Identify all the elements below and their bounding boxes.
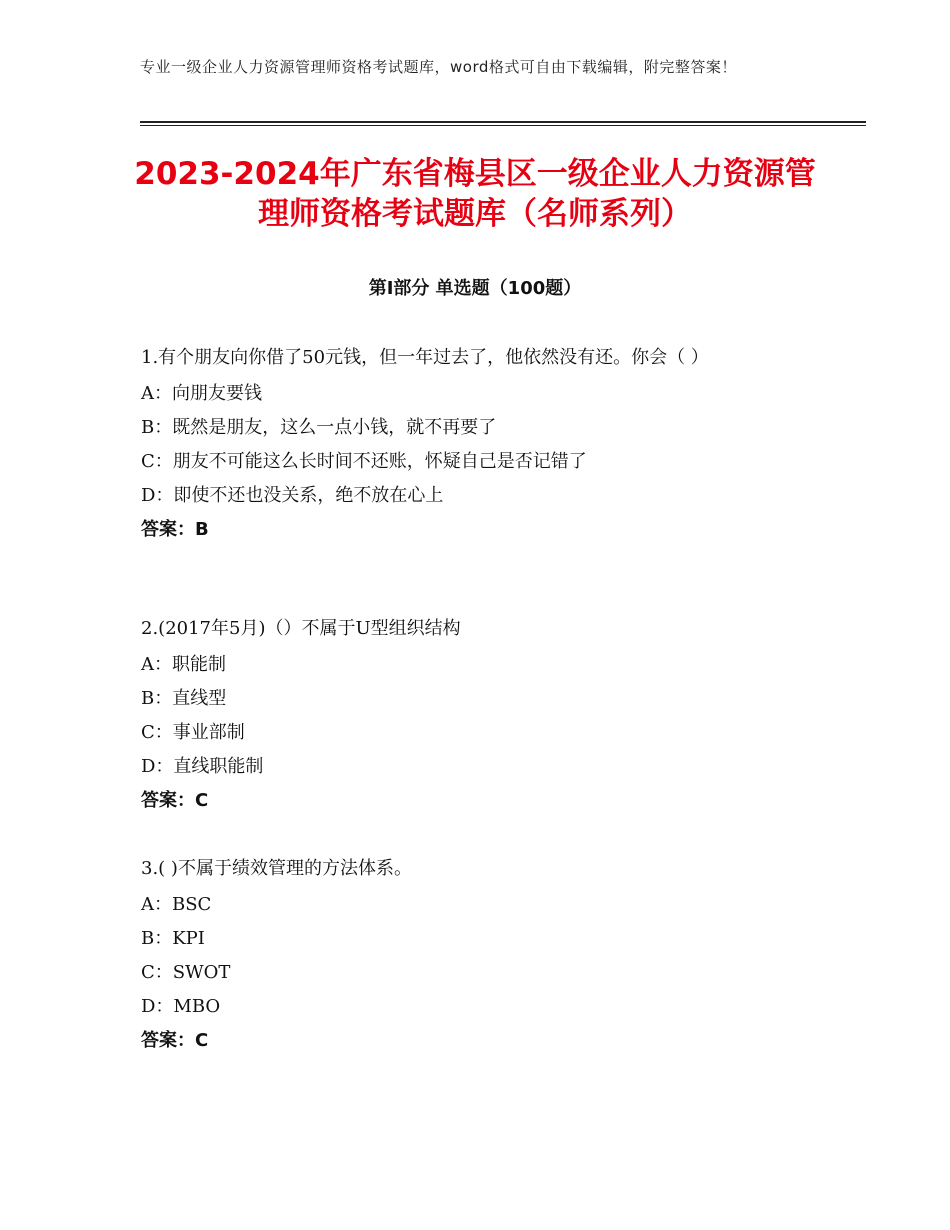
question-1 [141, 343, 821, 547]
header-note: 专业一级企业人力资源管理师资格考试题库，word格式可自由下载编辑，附完整答案！ [140, 58, 737, 76]
document-title: 2023-2024年广东省梅县区一级企业人力资源管理师资格考试题库（名师系列） [134, 156, 816, 232]
question-2 [141, 614, 821, 818]
header-rule-thick [140, 121, 866, 123]
question-3 [141, 854, 821, 1058]
option-b: B：既然是朋友，这么一点小钱，就不再要了 [141, 417, 497, 438]
section-heading: 第Ⅰ部分 单选题（100题） [368, 278, 582, 299]
header-rule-thin [140, 125, 866, 126]
option-d: D：即使不还也没关系，绝不放在心上 [141, 485, 444, 506]
option-d: D：直线职能制 [141, 756, 264, 777]
option-c: C：SWOT [141, 962, 231, 983]
option-a: A：BSC [141, 894, 212, 915]
answer: 答案：C [141, 1030, 209, 1051]
answer: 答案：B [141, 519, 209, 540]
question-text: 2.(2017年5月)（）不属于U型组织结构 [141, 618, 461, 639]
option-b: B：直线型 [141, 688, 227, 709]
option-b: B：KPI [141, 928, 205, 949]
option-c: C：朋友不可能这么长时间不还账，怀疑自己是否记错了 [141, 451, 587, 472]
question-text: 3.( )不属于绩效管理的方法体系。 [141, 858, 412, 879]
option-d: D：MBO [141, 996, 221, 1017]
answer: 答案：C [141, 790, 209, 811]
option-a: A：向朋友要钱 [141, 383, 262, 404]
option-c: C：事业部制 [141, 722, 245, 743]
question-text: 1.有个朋友向你借了50元钱，但一年过去了，他依然没有还。你会（ ） [141, 347, 709, 368]
option-a: A：职能制 [141, 654, 226, 675]
